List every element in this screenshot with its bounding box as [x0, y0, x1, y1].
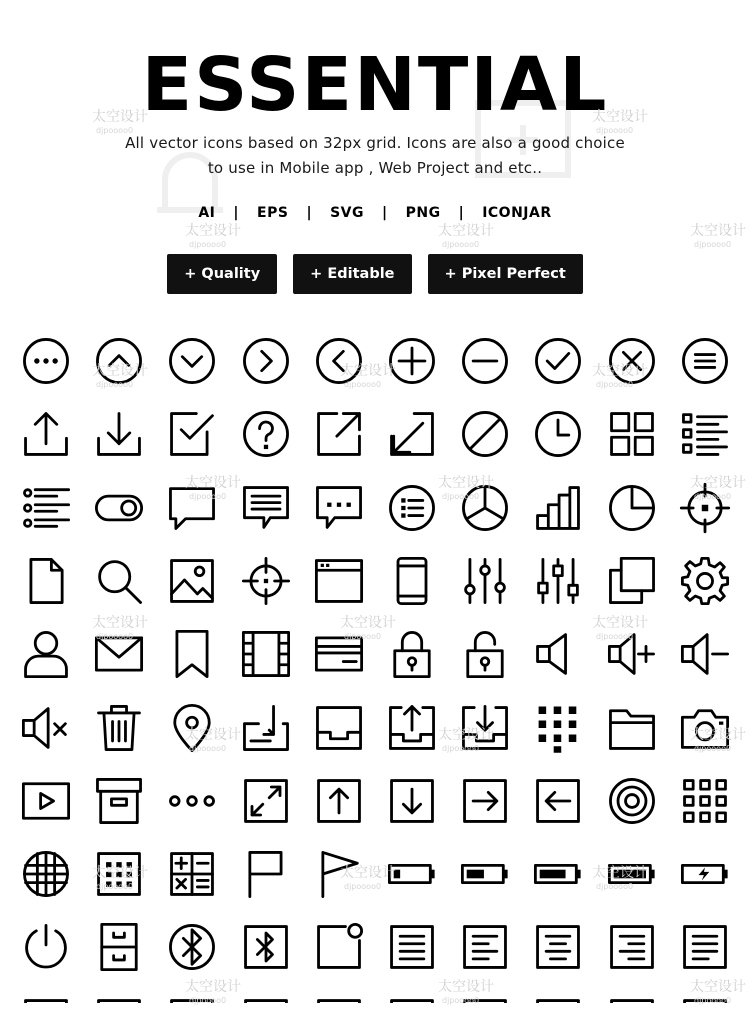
align-right-box-icon [604, 919, 660, 975]
align-justify-box-icon [384, 919, 440, 975]
search-icon [91, 553, 147, 609]
toggle-icon [91, 480, 147, 536]
smartphone-icon [384, 553, 440, 609]
file-icon [18, 553, 74, 609]
watermark: 太空设计 djpoooo0 [340, 615, 396, 641]
battery-charging-icon [677, 846, 733, 902]
volume-plus-icon [604, 626, 660, 682]
minus-circle-icon [457, 333, 513, 389]
badge-quality: + Quality [167, 254, 277, 294]
list-circle-icon [384, 480, 440, 536]
check-circle-icon [530, 333, 586, 389]
watermark: 太空设计 djpoooo0 [438, 475, 494, 501]
align-left-box-icon [457, 919, 513, 975]
keypad-box-icon [91, 846, 147, 902]
settings-icon [677, 553, 733, 609]
partial-icon [457, 993, 513, 1003]
bluetooth-box-icon [238, 919, 294, 975]
pie-chart-icon [457, 480, 513, 536]
arrow-left-box-icon [530, 773, 586, 829]
chat-text-icon [238, 480, 294, 536]
badge-editable: + Editable [293, 254, 411, 294]
partial-icon [18, 993, 74, 1003]
dialpad-icon [530, 700, 586, 756]
arrow-down-box-icon [384, 773, 440, 829]
download-icon [91, 406, 147, 462]
badge-pixel-perfect: + Pixel Perfect [428, 254, 583, 294]
subtitle-line-1: All vector icons based on 32px grid. Icons are also a good choice [125, 134, 625, 152]
watermark: 太空设计 djpoooo0 [185, 979, 241, 1005]
watermark: 太空设计 djpoooo0 [340, 865, 396, 891]
volume-minus-icon [677, 626, 733, 682]
menu-circle-icon [677, 333, 733, 389]
close-circle-icon [604, 333, 660, 389]
watermark: 太空设计 djpoooo0 [340, 363, 396, 389]
folder-icon [604, 700, 660, 756]
unlock-icon [457, 626, 513, 682]
partial-icon [238, 993, 294, 1003]
format-iconjar: ICONJAR [482, 205, 552, 221]
chevron-right-circle-icon [238, 333, 294, 389]
flag-icon [238, 846, 294, 902]
watermark: 太空设计 djpoooo0 [185, 223, 241, 249]
record-icon [604, 773, 660, 829]
partial-icon [164, 993, 220, 1003]
watermark: 太空设计 djpoooo0 [92, 615, 148, 641]
external-link-icon [311, 406, 367, 462]
inbox-download-icon [457, 700, 513, 756]
battery-full-icon [604, 846, 660, 902]
format-separator: | [233, 205, 240, 221]
help-circle-icon [238, 406, 294, 462]
equalizer-icon [530, 553, 586, 609]
align-center-box-icon [530, 919, 586, 975]
format-ai: AI [198, 205, 216, 221]
arrow-right-box-icon [457, 773, 513, 829]
mail-icon [91, 626, 147, 682]
speaker-icon [530, 626, 586, 682]
battery-low-icon [384, 846, 440, 902]
watermark: 太空设计 djpoooo0 [185, 475, 241, 501]
page-title: ESSENTIAL [141, 42, 609, 128]
watermark: 太空设计 djpoooo0 [592, 363, 648, 389]
watermark: 太空设计 djpoooo0 [690, 727, 746, 753]
watermark: 太空设计 djpoooo0 [690, 979, 746, 1005]
grid-icon [604, 406, 660, 462]
watermark: 太空设计 djpoooo0 [438, 979, 494, 1005]
arrow-down-left-box-icon [384, 406, 440, 462]
list-icon [677, 406, 733, 462]
more-circle-icon [18, 333, 74, 389]
partial-icon [530, 993, 586, 1003]
chevron-down-circle-icon [164, 333, 220, 389]
partial-icon [91, 993, 147, 1003]
battery-half-icon [457, 846, 513, 902]
more-horizontal-icon [164, 773, 220, 829]
inbox-icon [311, 700, 367, 756]
pennant-flag-icon [311, 846, 367, 902]
watermark: 太空设计 djpoooo0 [185, 727, 241, 753]
notification-box-icon [311, 919, 367, 975]
target-icon [238, 553, 294, 609]
video-play-icon [18, 773, 74, 829]
plus-circle-icon [384, 333, 440, 389]
block-icon [457, 406, 513, 462]
watermark: 太空设计 djpoooo0 [92, 865, 148, 891]
watermark: 太空设计 djpoooo0 [592, 109, 648, 135]
watermark: 太空设计 djpoooo0 [92, 109, 148, 135]
chat-dots-icon [311, 480, 367, 536]
copy-icon [604, 553, 660, 609]
crosshair-icon [677, 480, 733, 536]
inbox-upload-icon [384, 700, 440, 756]
chevron-left-circle-icon [311, 333, 367, 389]
trash-icon [91, 700, 147, 756]
format-eps: EPS [257, 205, 289, 221]
subtitle-line-2: to use in Mobile app , Web Project and etc.. [207, 159, 543, 177]
checkbox-icon [164, 406, 220, 462]
speech-bubble-icon [164, 480, 220, 536]
bar-chart-icon [530, 480, 586, 536]
format-separator: | [381, 205, 388, 221]
browser-window-icon [311, 553, 367, 609]
mute-icon [18, 700, 74, 756]
globe-grid-icon [18, 846, 74, 902]
clock-icon [530, 406, 586, 462]
lock-icon [384, 626, 440, 682]
pie-quarter-icon [604, 480, 660, 536]
partial-icon [311, 993, 367, 1003]
format-separator: | [458, 205, 465, 221]
watermark: 太空设计 djpoooo0 [690, 475, 746, 501]
watermark: 太空设计 djpoooo0 [438, 223, 494, 249]
watermark: 太空设计 djpoooo0 [592, 615, 648, 641]
battery-high-icon [530, 846, 586, 902]
partial-icon [384, 993, 440, 1003]
power-icon [18, 919, 74, 975]
credit-card-icon [311, 626, 367, 682]
watermark: 太空设计 djpoooo0 [592, 865, 648, 891]
partial-icon [677, 993, 733, 1003]
camera-icon [677, 700, 733, 756]
format-png: PNG [405, 205, 441, 221]
calculator-icon [164, 846, 220, 902]
watermark: 太空设计 djpoooo0 [690, 223, 746, 249]
sliders-vertical-icon [457, 553, 513, 609]
feature-badges [0, 254, 750, 294]
cabinet-icon [91, 919, 147, 975]
location-pin-icon [164, 700, 220, 756]
bullet-list-icon [18, 480, 74, 536]
bluetooth-circle-icon [164, 919, 220, 975]
upload-icon [18, 406, 74, 462]
format-list [0, 205, 750, 221]
apps-grid-icon [677, 773, 733, 829]
bookmark-icon [164, 626, 220, 682]
watermark: 太空设计 djpoooo0 [438, 727, 494, 753]
image-icon [164, 553, 220, 609]
chevron-up-circle-icon [91, 333, 147, 389]
partial-icon [604, 993, 660, 1003]
expand-icon [238, 773, 294, 829]
film-icon [238, 626, 294, 682]
user-icon [18, 626, 74, 682]
text-box-icon [677, 919, 733, 975]
format-separator: | [306, 205, 313, 221]
archive-icon [91, 773, 147, 829]
arrow-up-box-icon [311, 773, 367, 829]
watermark: 太空设计 djpoooo0 [92, 363, 148, 389]
format-svg: SVG [330, 205, 364, 221]
edit-box-icon [238, 700, 294, 756]
